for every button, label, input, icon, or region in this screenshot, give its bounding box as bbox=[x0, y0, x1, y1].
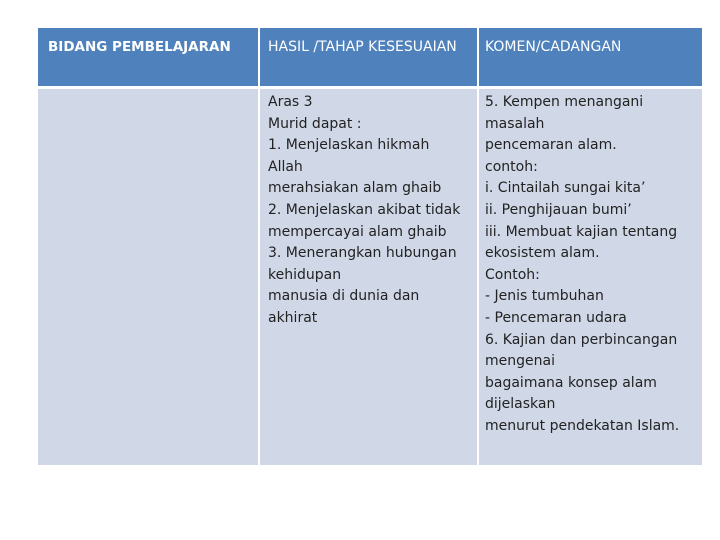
komen-line: ekosistem alam. bbox=[485, 245, 600, 262]
komen-line: iii. Membuat kajian tentang bbox=[485, 223, 678, 240]
evaluation-table bbox=[38, 28, 702, 465]
header-komen-cadangan: KOMEN/CADANGAN bbox=[479, 28, 702, 89]
hasil-line: 2. Menjelaskan akibat tidak bbox=[268, 201, 461, 218]
header-hasil-tahap-kesesuaian: HASIL /TAHAP KESESUAIAN bbox=[260, 28, 479, 89]
hasil-line: kehidupan bbox=[268, 266, 342, 283]
komen-line: mengenai bbox=[485, 353, 555, 370]
komen-line: masalah bbox=[485, 115, 545, 132]
cell-komen-cadangan bbox=[479, 89, 702, 465]
komen-line: - Pencemaran udara bbox=[485, 309, 627, 326]
komen-line: contoh: bbox=[485, 158, 538, 175]
hasil-line: Aras 3 bbox=[268, 94, 313, 110]
hasil-line: merahsiakan alam ghaib bbox=[268, 180, 442, 197]
komen-line: pencemaran alam. bbox=[485, 137, 617, 154]
komen-line: 5. Kempen menangani bbox=[485, 94, 644, 110]
komen-line: dijelaskan bbox=[485, 396, 556, 413]
cell-bidang-pembelajaran bbox=[38, 89, 260, 465]
hasil-line: 3. Menerangkan hubungan bbox=[268, 245, 457, 262]
hasil-line: Murid dapat : bbox=[268, 115, 362, 132]
komen-line: bagaimana konsep alam bbox=[485, 374, 657, 391]
header-bidang-pembelajaran: BIDANG PEMBELAJARAN bbox=[38, 28, 260, 89]
hasil-line: akhirat bbox=[268, 309, 318, 326]
komen-line: ii. Penghijauan bumi’ bbox=[485, 201, 632, 218]
hasil-line: 1. Menjelaskan hikmah bbox=[268, 137, 430, 154]
cell-hasil-tahap-kesesuaian bbox=[260, 89, 479, 465]
hasil-line: mempercayai alam ghaib bbox=[268, 223, 447, 240]
komen-line: Contoh: bbox=[485, 266, 540, 283]
komen-line: - Jenis tumbuhan bbox=[485, 288, 604, 305]
komen-line: 6. Kajian dan perbincangan bbox=[485, 331, 678, 348]
komen-line: i. Cintailah sungai kita’ bbox=[485, 180, 646, 197]
komen-line: menurut pendekatan Islam. bbox=[485, 417, 680, 434]
hasil-line: manusia di dunia dan bbox=[268, 288, 420, 305]
hasil-line: Allah bbox=[268, 158, 303, 175]
